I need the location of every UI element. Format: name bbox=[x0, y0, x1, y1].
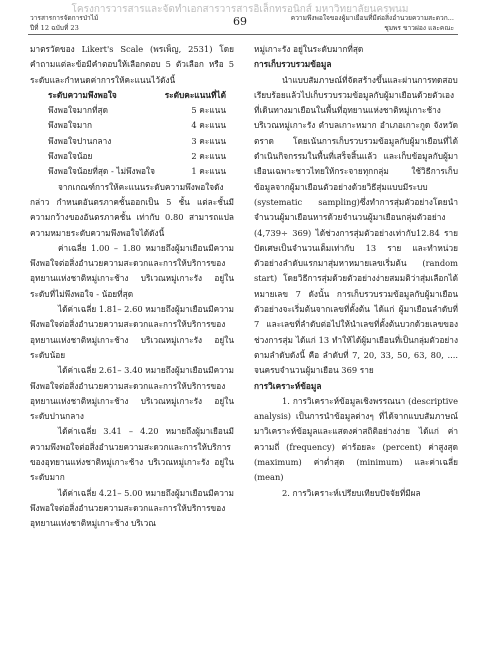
score-table-header bbox=[48, 88, 234, 103]
level-label: พึงพอใจน้อยที่สุด - ไม่พึงพอใจ bbox=[48, 166, 155, 177]
section-heading-data-analysis: การวิเคราะห์ข้อมูล bbox=[254, 380, 322, 391]
score-table bbox=[48, 88, 234, 180]
data-collection-paragraph: นำแบบสัมภาษณ์ที่จัดสร้างขึ้นและผ่านการทดสอบเรียบร้อยแล้วไปเก็บรวบรวมข้อมูลกับผู้มาเยือนด้วยตัวเองที่เดินทางมาเยือนในพื้นที่อุทยานแห่งชาติหมู่เกาะช้าง บริเวณหมู่เกาะรัง ตำบลเกาะหมาก อำเภอเกาะกูด จังหวัดตราด โดยเน้นการเก็บรวบรวมข้อมูลกับผู้มาเยือนที่ได้ดำเนินกิจกรรมในพื้นที่เสร็จสิ้นแล้ว และเก็บข้อมูลกับผู้มาเยือนเฉพาะชาวไทยให้กระจายทุกกลุ่ม ใช้วิธีการเก็บข้อมูลจากผู้มาเยือนตัวอย่างด้วยวิธีสุ่มแบบมีระบบ (systematic sampling)ซึ่งทำการสุ่มตัวอย่างโดยนำจำนวนผู้มาเยือนหารด้วยจำนวนผู้มาเยือนกลุ่มตัวอย่าง (4,739÷ 369) ได้ช่วงการสุ่มตัวอย่างเท่ากับ12.84 รายปัดเศษเป็นจำนวนเต็มเท่ากับ 13 ราย และทำหน่วยตัวอย่างลำดับแรกมาสุ่มหาหมายเลขเริ่มต้น (random start) โดยวิธีการสุ่มด้วยตัวอย่างง่ายสมมติว่าสุ่มเลือกได้หมายเลข 7 ดังนั้น การเก็บรวบรวมข้อมูลกับผู้มาเยือนตัวอย่างจะเริ่มต้นจากเลขที่ตั้งต้น ได้แก่ ผู้มาเยือนลำดับที่ 7 และเลขที่ลำดับต่อไปให้นำเลขที่ตั้งต้นบวกด้วยเลขของช่วงการสุ่ม ได้แก่ 13 ทำให้ได้ผู้มาเยือนที่เป็นกลุ่มตัวอย่างตามลำดับดังนี้ คือ ลำดับที่ 7, 20, 33, 50, 63, 80, .... จนครบจำนวนผู้มาเยือน 369 ราย bbox=[254, 74, 458, 376]
level-label: พึงพอใจปานกลาง bbox=[48, 135, 112, 146]
header-divider bbox=[28, 34, 458, 35]
mean-range-5: ได้ค่าเฉลี่ย 4.21– 5.00 หมายถึงผู้มาเยือนมีความพึงพอใจต่อสิ่งอำนวยความสะดวกและการให้บริการของอุทยานแห่งชาติหมู่เกาะช้าง บริเวณ bbox=[30, 487, 234, 529]
table-row bbox=[48, 103, 234, 118]
descriptive-analysis-paragraph: 1. การวิเคราะห์ข้อมูลเชิงพรรณนา (descriptive analysis) เป็นการนำข้อมูลต่างๆ ที่ได้จากแบบสัมภาษณ์มาวิเคราะห์ข้อมูลและแสดงค่าสถิติอย่างง่าย ได้แก่ ค่าความถี่ (frequency) ค่าร้อยละ (percent) ค่าสูงสุด (maximum) ค่าต่ำสุด (minimum) และค่าเฉลี่ย (mean) bbox=[254, 395, 458, 483]
score-value: 3 คะแนน bbox=[191, 135, 226, 146]
right-column bbox=[254, 42, 458, 501]
page-number: 69 bbox=[233, 15, 247, 28]
journal-title: วารสารการจัดการป่าไม้ bbox=[30, 14, 99, 22]
score-value: 4 คะแนน bbox=[191, 120, 226, 131]
mean-range-2: ได้ค่าเฉลี่ย 1.81– 2.60 หมายถึงผู้มาเยือนมีความพึงพอใจต่อสิ่งอำนวยความสะดวกและการให้บริการของอุทยานแห่งชาติหมู่เกาะช้าง บริเวณหมู่เกาะรัง อยู่ในระดับน้อย bbox=[30, 304, 234, 360]
journal-issue: ปีที่ 12 ฉบับที่ 23 bbox=[30, 24, 79, 32]
section-heading-data-collection: การเก็บรวบรวมข้อมูล bbox=[254, 59, 332, 70]
level-label: พึงพอใจมาก bbox=[48, 120, 93, 131]
article-authors: ชุมพร ขาวผ่อง และคณะ bbox=[384, 24, 454, 32]
mean-range-3: ได้ค่าเฉลี่ย 2.61– 3.40 หมายถึงผู้มาเยือนมีความพึงพอใจต่อสิ่งอำนวยความสะดวกและการให้บริการของอุทยานแห่งชาติหมู่เกาะช้าง บริเวณหมู่เกาะรัง อยู่ในระดับปานกลาง bbox=[30, 365, 234, 422]
continuation-line: หมู่เกาะรัง อยู่ในระดับมากที่สุด bbox=[254, 44, 364, 54]
comparative-analysis-paragraph: 2. การวิเคราะห์เปรียบเทียบปัจจัยที่มีผล bbox=[282, 487, 421, 498]
article-title: ความพึงพอใจของผู้มาเยือนที่มีต่อสิ่งอำนวยความสะดวก... bbox=[290, 14, 454, 22]
header-score: ระดับคะแนนที่ได้ bbox=[164, 89, 226, 100]
left-column bbox=[30, 42, 234, 532]
likert-intro-paragraph: มาตรวัดของ Likert's Scale (พรเพ็ญ, 2531) โดยคำถามแต่ละข้อมีคำตอบให้เลือกตอบ 5 ตัวเลือก หรือ 5 ระดับและกำหนดค่าการให้คะแนนไว้ดังนี้ bbox=[30, 44, 234, 85]
article-header bbox=[291, 13, 454, 33]
table-row bbox=[48, 149, 234, 164]
header-level: ระดับความพึงพอใจ bbox=[48, 89, 117, 100]
mean-range-1: ค่าเฉลี่ย 1.00 – 1.80 หมายถึงผู้มาเยือนมีความพึงพอใจต่อสิ่งอำนวยความสะดวกและการให้บริการของอุทยานแห่งชาติหมู่เกาะช้าง บริเวณหมู่เกาะรัง อยู่ในระดับที่ไม่พึงพอใจ - น้อยที่สุด bbox=[30, 242, 234, 299]
level-label: พึงพอใจมากที่สุด bbox=[48, 105, 108, 116]
interval-paragraph: จากเกณฑ์การให้คะแนนระดับความพึงพอใจดังกล่าว กำหนดอันตรภาคชั้นออกเป็น 5 ชั้น แต่ละชั้นมีความกว้างของอันตรภาคชั้น เท่ากับ 0.80 สามารถแปลความหมายระดับความพึงพอใจได้ดังนี้ bbox=[30, 181, 234, 238]
level-label: พึงพอใจน้อย bbox=[48, 151, 93, 162]
table-row bbox=[48, 118, 234, 133]
mean-range-4: ได้ค่าเฉลี่ย 3.41 – 4.20 หมายถึงผู้มาเยือนมีความพึงพอใจต่อสิ่งอำนวยความสะดวกและการให้บริการของอุทยานแห่งชาติหมู่เกาะช้าง บริเวณหมู่เกาะรัง อยู่ในระดับมาก bbox=[30, 426, 234, 483]
score-value: 1 คะแนน bbox=[191, 166, 226, 177]
watermark-banner: โครงการวารสารและจัดทำเอกสารวารสารอิเล็กทรอนิกส์ มหาวิทยาลัยนครพนม bbox=[71, 4, 409, 15]
score-value: 2 คะแนน bbox=[191, 151, 226, 162]
table-row bbox=[48, 164, 234, 179]
score-value: 5 คะแนน bbox=[191, 105, 226, 116]
table-row bbox=[48, 134, 234, 149]
